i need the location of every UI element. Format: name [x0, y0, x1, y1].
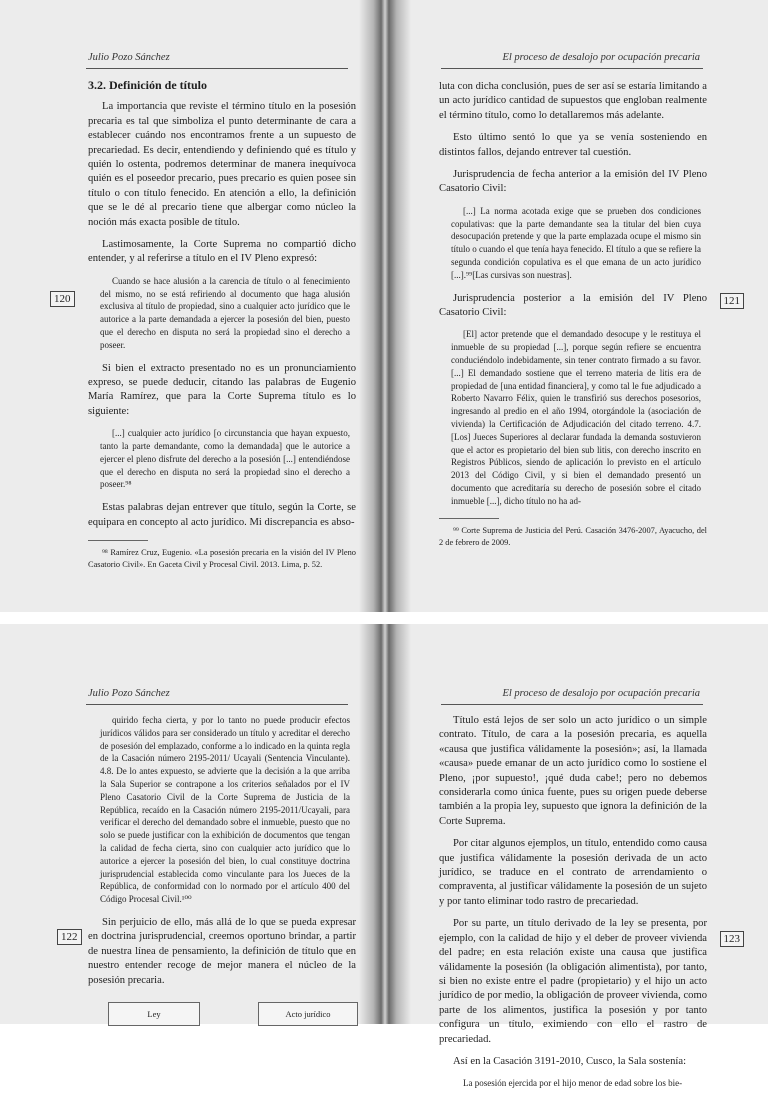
- block-quote: La posesión ejercida por el hijo menor de edad sobre los bie-: [463, 1078, 683, 1089]
- spread-separator: [0, 612, 768, 624]
- page-121: [385, 0, 768, 612]
- page-123: [385, 624, 768, 1089]
- page-122: [0, 624, 385, 1024]
- running-head: Julio Pozo Sánchez: [88, 52, 170, 63]
- footnote: ⁹⁸ Ramírez Cruz, Eugenio. «La posesión precaria en la visión del IV Pleno Casatorio Civil». En Gaceta Civil y Procesal Civil. 2013. Lima, p. 52.: [88, 548, 356, 570]
- book-gutter: [385, 0, 411, 612]
- running-head: Julio Pozo Sánchez: [88, 688, 170, 699]
- footnote-rule: [88, 540, 148, 541]
- paragraph: Estas palabras dejan entrever que título, según la Corte, se equipara en concepto al acto jurídico. Mi discrepancia es abso-: [88, 502, 356, 528]
- paragraph: Lastimosamente, la Corte Suprema no compartió dicho entender, y al referirse a título en el IV Pleno expresó:: [88, 239, 356, 265]
- paragraph: Título está lejos de ser solo un acto jurídico o un simple contrato. Título, de cara a la posesión precaria, es aquella «causa que justifica válidamente la posesión»; así, la llamada «causa» puede emanar de un acto jurídico como lo sostiene el Pleno, ¡por supuesto!, ¡qué duda cabe!; pero no debemos considerarla como única fuente, pues su origen puede deberse también a la propia ley, supuesto que ignora la definición de la Corte Suprema.: [439, 715, 707, 827]
- paragraph: luta con dicha conclusión, pues de ser así se estaría limitando a un acto jurídico cantidad de supuestos que engloban realmente el término título, como lo detallaremos más adelante.: [439, 81, 707, 121]
- paragraph: Si bien el extracto presentado no es un pronunciamiento expreso, se puede deducir, citando las palabras de Eugenio María Ramírez, que para la Corte Suprema título es lo siguiente:: [88, 362, 356, 417]
- book-gutter: [359, 624, 385, 1024]
- page-120: [0, 0, 385, 612]
- running-head: El proceso de desalojo por ocupación precaria: [502, 52, 700, 63]
- block-quote: [...] La norma acotada exige que se prueben dos condiciones copulativas: que la parte demandante sea la titular del bien cuya desocupación pretende y que la parte emplazada ocupe el mismo sin título o cuando el que tenía haya fenecido. El título a que se refiere la segunda condición copulativa es el que emana de un acto jurídico [...].⁹⁹[Las cursivas son nuestras].: [451, 205, 701, 280]
- page-number: 121: [720, 293, 745, 309]
- block-quote: quirido fecha cierta, y por lo tanto no puede producir efectos jurídicos válidos para ser considerado un título y acreditar el derecho de posesión del emplazado, conforme a lo indicado en la quinta regla de la Casación número 2195-2011/ Ucayali (Sentencia Vinculante). 4.8. De lo antes expuesto, se advierte que la decisión a la que arriba la Sala Superior se contrapone a los criterios señalados por el IV Pleno Casatorio Civil de la Corte Suprema de Justicia de la República, recaído en la Casación número 2195-2011/Ucayali, para verificar el derecho del demandado sobre el inmueble, puesto que no solo se puede justificar con la exhibición de documentos que tengan la calidad de fecha cierta, sino con cualquier acto jurídico que lo autorice a ejercer la posesión del bien, lo cual constituye doctrina jurisprudencial establecida como vinculante para los Jueces de la República, de conformidad con lo normado por el artículo 400 del Código Procesal Civil.¹⁰⁰: [100, 715, 350, 905]
- paragraph: Jurisprudencia de fecha anterior a la emisión del IV Pleno Casatorio Civil:: [439, 169, 707, 195]
- paragraph: Así en la Casación 3191-2010, Cusco, la Sala sostenía:: [453, 1055, 687, 1067]
- paragraph: Por su parte, un título derivado de la ley se presenta, por ejemplo, con la calidad de hijo y el deber de proveer vivienda del padre; en esta relación existe una causa que justifica válidamente la posesión (la obligación alimentista), por tanto, si bien no existe entre el padre (propietario) y el hijo un acto jurídico de por medio, la obligación de proveer vivienda, como parte de los alimentos, justifica la posesión y por tanto configura un título, eximiendo con ello el rastro de precariedad.: [439, 918, 707, 1045]
- page-number: 123: [720, 931, 745, 947]
- diagram-box-ley: Ley: [108, 1002, 200, 1026]
- page-body: [88, 78, 356, 579]
- footnote: ⁹⁹ Corte Suprema de Justicia del Perú. Casación 3476-2007, Ayacucho, del 2 de febrero de 2009.: [439, 525, 707, 547]
- header-rule: [441, 68, 703, 69]
- block-quote: [El] actor pretende que el demandado desocupe y le restituya el inmueble de su propiedad [...], porque según refiere se encuentra conduciéndolo indebidamente, sin tener contrato firmado a su favor. [...] El demandado sostiene que el terreno materia de litis era de propiedad de [una entidad financiera], y como tal le fue adjudicado a Roberto Navarro Félix, quien le transfirió sus derechos posesorios, ingresando al predio en el año 1994, otorgándole la (asociación de vivienda) la Certificación de Adjudicación del citado terreno. 4.7. [Los] Jueces Superiores al declarar fundada la demanda sostuvieron que el actor es propietario del bien sub litis, con derecho inscrito en Registros Públicos, siendo de aplicación lo previsto en el artículo 2013 del Código Civil, y si bien el demandado presentó un documento que acreditaría su derecho de posesión sobre el citado inmueble [...], dicho título no ha ad-: [451, 329, 701, 506]
- section-heading: 3.2. Definición de título: [88, 78, 207, 92]
- book-gutter: [359, 0, 385, 612]
- block-quote: [...] cualquier acto jurídico [o circunstancia que hayan expuesto, tanto la parte demandante, como la demandada] que le autorice a ejercer el pleno disfrute del derecho a la posesión [...] entendiéndose que el derecho en disputa no será la propiedad sino el derecho a poseer.⁹⁸: [100, 428, 350, 490]
- page-body: [439, 80, 707, 557]
- footnote-rule: [439, 518, 499, 519]
- header-rule: [441, 704, 703, 705]
- paragraph: La importancia que reviste el término título en la posesión precaria es tal que simboliza el punto determinante de cara a establecer cuándo nos encontramos frente a un supuesto de precariedad. Es decir, entendiendo y definiendo qué es título y quién lo ostenta, podremos determinar de manera inequívoca quién es el poseedor precario, pues precario es quien posee sin título o con título fenecido. En atención a ello, la definición que se le dé al precario tiene que albergar como núcleo la noción más exacta posible de título.: [88, 101, 356, 228]
- book-gutter: [385, 624, 411, 1024]
- page-number: 120: [50, 291, 75, 307]
- paragraph: Jurisprudencia posterior a la emisión del IV Pleno Casatorio Civil:: [439, 292, 707, 319]
- running-head: El proceso de desalojo por ocupación precaria: [502, 688, 700, 699]
- block-quote: Cuando se hace alusión a la carencia de título o al fenecimiento del mismo, no se está refiriendo al documento que haga alusión exclusiva al título de propiedad, sino a cualquier acto jurídico que le autorice a la parte demandada a ejercer la posesión del bien, puesto que el derecho en disputa no será la propiedad sino el derecho a poseer.: [100, 275, 350, 350]
- paragraph: Esto último sentó lo que ya se venía sosteniendo en distintos fallos, dejando entrever tal cuestión.: [439, 132, 707, 158]
- page-number: 122: [57, 929, 82, 945]
- page-body: [439, 714, 707, 1100]
- header-rule: [86, 704, 348, 705]
- diagram-boxes: [88, 1002, 356, 1032]
- paragraph: Sin perjuicio de ello, más allá de lo que se pueda expresar en doctrina jurisprudencial, creemos oportuno brindar, a partir de nuestra línea de pensamiento, la definición de título que en nuestro entender recoge de mejor manera el núcleo de la posesión precaria.: [88, 916, 356, 986]
- header-rule: [86, 68, 348, 69]
- paragraph: Por citar algunos ejemplos, un título, entendido como causa que justifica válidamente la posesión derivada de un acto jurídico, se traduce en el contrato de arrendamiento o compraventa, al justificar válidamente la posesión de un sujeto y por tanto eliminar todo rastro de precariedad.: [439, 838, 707, 907]
- page-body: [88, 714, 356, 996]
- diagram-box-acto-juridico: Acto jurídico: [258, 1002, 358, 1026]
